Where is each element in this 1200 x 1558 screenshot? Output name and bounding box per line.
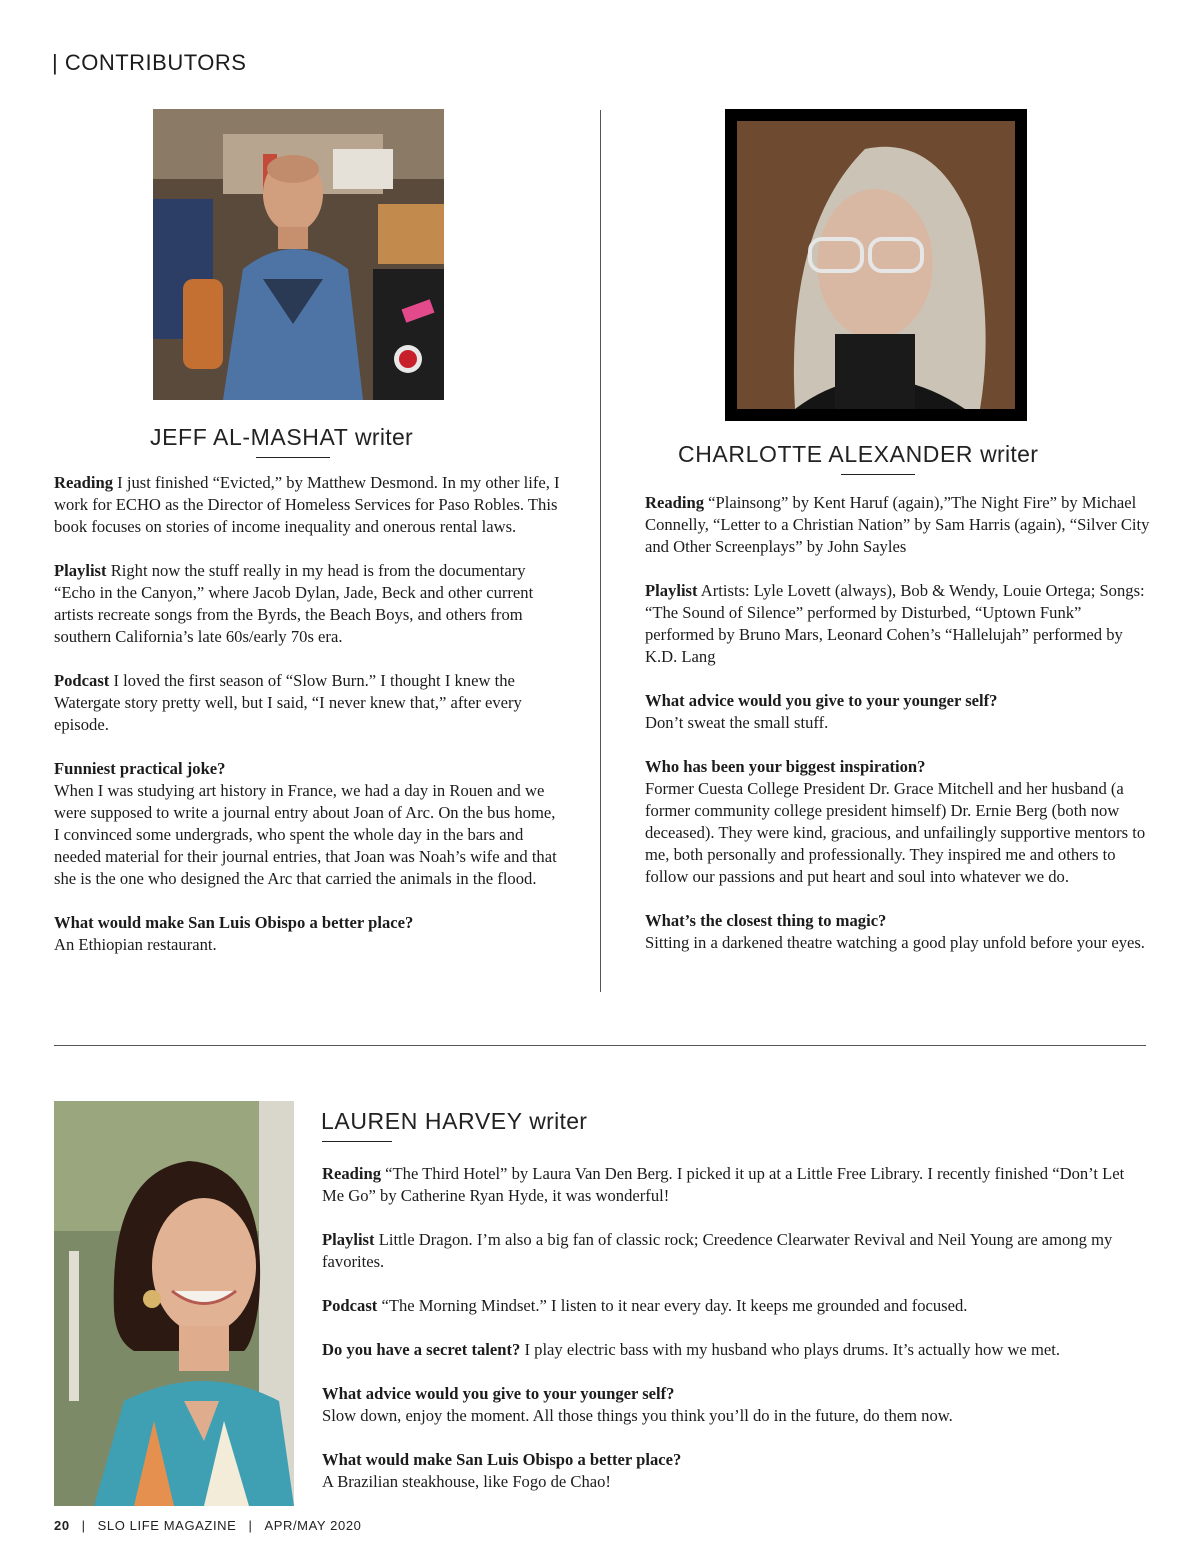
contributor-name [321, 1108, 587, 1135]
answer-better-place: What would make San Luis Obispo a better place? An Ethiopian restaurant. [54, 913, 414, 954]
contributor-text-charlotte [645, 492, 1151, 976]
answer-practical-joke: Funniest practical joke? When I was studying art history in France, we had a day in Rouen and we were supposed to write a journal entry about Joan of Arc. On the bus home, I convinced some undergrads, who spent the whole day in the bars and needed material for their journal entries, that Joan was Noah’s wife and that she is the one who designed the Arc that carried the animals in the flood. [54, 759, 557, 888]
answer-podcast: Podcast I loved the first season of “Slow Burn.” I thought I knew the Watergate story pretty well, but I said, “I never knew that,” after every episode. [54, 671, 522, 734]
answer-podcast: Podcast “The Morning Mindset.” I listen to it near every day. It keeps me grounded and focused. [322, 1296, 968, 1315]
jeff-al-mashat-photo [153, 109, 444, 400]
answer-advice: What advice would you give to your younger self? Don’t sweat the small stuff. [645, 691, 998, 732]
name-underline [322, 1141, 392, 1142]
answer-better-place: What would make San Luis Obispo a better place? A Brazilian steakhouse, like Fogo de Chao! [322, 1450, 682, 1491]
contributor-name [678, 441, 1038, 468]
column-divider [600, 110, 601, 992]
issue-date: APR/MAY 2020 [264, 1518, 362, 1533]
answer-playlist: Playlist Right now the stuff really in my head is from the documentary “Echo in the Canyon,” where Jacob Dylan, Jade, Beck and other current artists recreate songs from the Byrds, the Beach Boys, and others from southern California’s late 60s/early 70s era. [54, 561, 534, 646]
answer-reading: Reading I just finished “Evicted,” by Matthew Desmond. In my other life, I work for ECHO as the Director of Homeless Services for Paso Robles. This book focuses on stories of income inequality and onerous rental laws. [54, 473, 560, 536]
role-text: writer [980, 441, 1039, 467]
magazine-name: SLO LIFE MAGAZINE [97, 1518, 237, 1533]
answer-playlist: Playlist Little Dragon. I’m also a big fan of classic rock; Creedence Clearwater Revival and Neil Young are among my favorites. [322, 1230, 1113, 1271]
page-number: 20 [54, 1518, 70, 1533]
contributor-text-lauren [322, 1163, 1148, 1515]
answer-reading: Reading “The Third Hotel” by Laura Van Den Berg. I picked it up at a Little Free Library. I recently finished “Don’t Let Me Go” by Catherine Ryan Hyde, it was wonderful! [322, 1164, 1125, 1205]
contributor-text-jeff [54, 472, 560, 978]
answer-magic: What’s the closest thing to magic? Sitting in a darkened theatre watching a good play unfold before your eyes. [645, 911, 1145, 952]
answer-reading: Reading “Plainsong” by Kent Haruf (again),”The Night Fire” by Michael Connelly, “Letter to a Christian Nation” by Sam Harris (again), “Silver City and Other Screenplays” by John Sayles [645, 493, 1150, 556]
role-text: writer [354, 424, 414, 450]
answer-secret-talent: Do you have a secret talent? I play electric bass with my husband who plays drums. It’s actually how we met. [322, 1340, 1060, 1359]
name-text: LAUREN HARVEY [321, 1108, 523, 1134]
section-divider [54, 1045, 1146, 1046]
lauren-harvey-photo [54, 1101, 294, 1506]
answer-playlist: Playlist Artists: Lyle Lovett (always), Bob & Wendy, Louie Ortega; Songs: “The Sound of Silence” performed by Disturbed, “Uptown Funk” performed by Bruno Mars, Leonard Cohen’s “Hallelujah” performed by K.D. Lang [645, 581, 1145, 666]
name-text: JEFF AL-MASHAT [150, 424, 348, 450]
page-footer: 20 | SLO LIFE MAGAZINE | APR/MAY 2020 [54, 1518, 362, 1533]
section-label: | CONTRIBUTORS [52, 50, 247, 75]
name-underline [256, 457, 330, 458]
name-text: CHARLOTTE ALEXANDER [678, 441, 974, 467]
role-text: writer [529, 1108, 588, 1134]
charlotte-alexander-photo [725, 109, 1027, 421]
contributor-name [150, 424, 413, 451]
name-underline [841, 474, 915, 475]
answer-inspiration: Who has been your biggest inspiration? Former Cuesta College President Dr. Grace Mitchell and her husband (a former community college president himself) Dr. Ernie Berg (both now deceased). They were kind, gracious, and unfailingly supportive mentors to me, both personally and professionally. They inspired me and others to follow our passions and put heart and soul into whatever we do. [645, 757, 1146, 886]
answer-advice: What advice would you give to your younger self? Slow down, enjoy the moment. All those things you think you’ll do in the future, do them now. [322, 1384, 953, 1425]
